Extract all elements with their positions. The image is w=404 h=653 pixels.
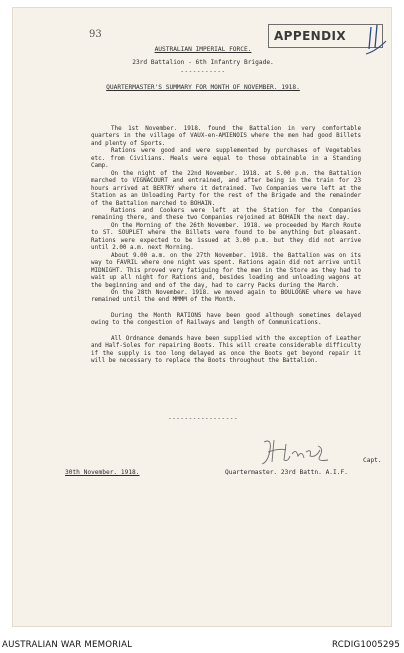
page-number: 93 xyxy=(89,29,102,40)
paragraph: About 9.00 a.m. on the 27th November. 1918. the Battalion was on its way to FAVRIL where one night was spent. Rations again did not arrive until MIDNIGHT. This proved very fatiguing for the men in the Store as they had to wait up all night for Rations and, besides loading and unloading wagons at the beginning and end of the day, had to carry Packs during the March. xyxy=(91,252,361,289)
appendix-stamp xyxy=(268,24,383,48)
archive-reference: RCDIG1005295 xyxy=(331,640,400,650)
appendix-handwritten-mark xyxy=(364,21,388,61)
handwritten-signature xyxy=(258,436,333,470)
document-title: QUARTERMASTER'S SUMMARY FOR MONTH OF NOVEMBER. 1918. xyxy=(106,84,300,91)
paragraph: On the 28th November. 1918. we moved again to BOULOGNE where we have remained until the end MMMM of the Month. xyxy=(91,289,361,304)
document-page xyxy=(12,7,392,627)
paragraph-gap xyxy=(91,328,361,336)
header-separator: ----------- xyxy=(180,68,226,75)
unit-heading: 23rd Battalion - 6th Infantry Brigade. xyxy=(132,59,274,66)
paragraph: All Ordnance demands have been supplied with the exception of Leather and Half-Soles for repairing Boots. This will create considerable difficulty if the supply is too long delayed as once the Boots get beyond repair it will be necessary to replace the Boots throughout the Battalion. xyxy=(91,335,361,365)
document-body xyxy=(91,126,361,366)
signatory-rank: Capt. xyxy=(363,457,382,464)
paragraph: Rations were good and were supplemented by purchases of Vegetables etc. from Civilians. Meals were equal to those obtainable in a Standing Camp. xyxy=(91,148,361,170)
archive-credit: AUSTRALIAN WAR MEMORIAL xyxy=(2,640,133,650)
document-date: 30th November. 1918. xyxy=(65,469,140,476)
paragraph: During the Month RATIONS have been good although sometimes delayed owing to the congestion of Railways and length of Communications. xyxy=(91,312,361,327)
paragraph: On the night of the 22nd November. 1918. at 5.00 p.m. the Battalion marched to VIGNACOURT and entrained, and after being in the train for 23 hours arrived at BERTRY where it detrained. Two Companies were left at the Station as an Unloading Party for the rest of the Brigade and the remainder of the Battalion marched to BOHAIN. xyxy=(91,170,361,207)
signatory-role: Quartermaster. 23rd Battn. A.I.F. xyxy=(225,469,348,476)
paragraph: The 1st November. 1918. found the Battalion in very comfortable quarters in the village of VAUX-en-AMIENOIS where the men had good Billets and plenty of Sports. xyxy=(91,126,361,147)
closing-separator: ----------------- xyxy=(168,415,238,422)
appendix-label: APPENDIX xyxy=(274,29,346,43)
paragraph: On the Morning of the 26th November. 1918. we proceeded by March Route to ST. SOUPLET where the Billets were found to be anything but pleasant. Rations were expected to be issued at 3.00 p.m. but they did not arrive until 2.00 a.m. next Morning. xyxy=(91,222,361,252)
organisation-heading: AUSTRALIAN IMPERIAL FORCE. xyxy=(154,46,252,53)
paragraph: Rations and Cookers were left at the Station for the Companies remaining there, and these two Companies rejoined at BOHAIN the next day. xyxy=(91,207,361,222)
paragraph-gap xyxy=(91,305,361,313)
